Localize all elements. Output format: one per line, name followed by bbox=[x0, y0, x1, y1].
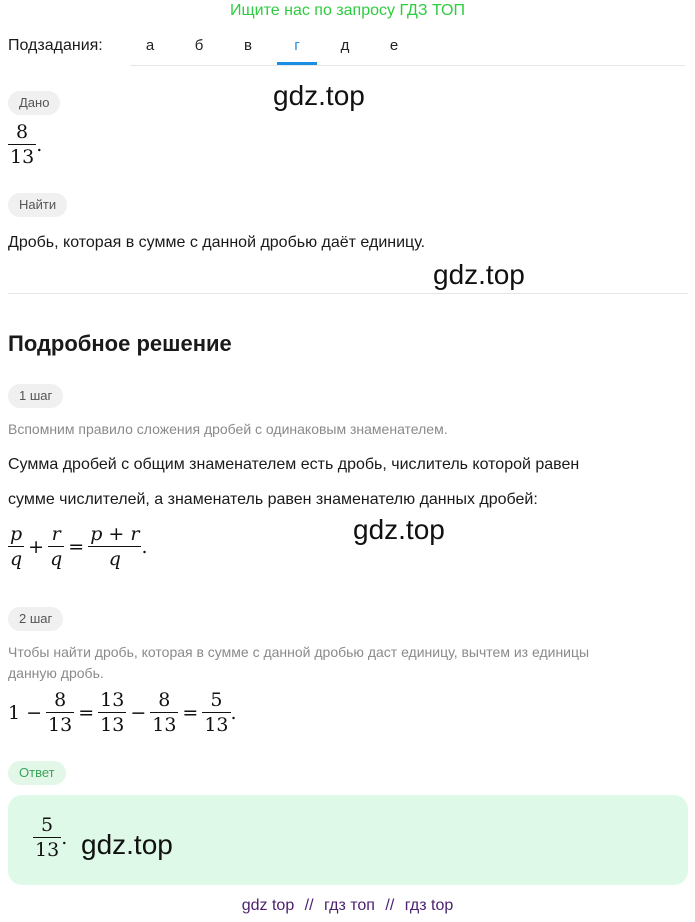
tab-v[interactable]: в bbox=[244, 37, 252, 54]
active-tab-indicator bbox=[277, 62, 317, 65]
formula-b-num: r bbox=[51, 523, 61, 545]
step1-chip: 1 шаг bbox=[8, 384, 63, 408]
formula-c-den: q bbox=[88, 546, 141, 571]
subtasks-label: Подзадания: bbox=[8, 37, 103, 54]
period: . bbox=[230, 701, 237, 724]
step2-chip: 2 шаг bbox=[8, 607, 63, 631]
footer-links bbox=[0, 897, 695, 915]
period: . bbox=[141, 535, 148, 558]
footer-link-gdz-top-mixed[interactable]: гдз top bbox=[404, 897, 454, 914]
footer-separator: // bbox=[385, 897, 395, 914]
step2-hint-line1: Чтобы найти дробь, которая в сумме с данной дробью даст единицу, вычтем из единицы bbox=[8, 644, 590, 660]
step1-line2: сумме числителей, а знаменатель равен знаменателю данных дробей: bbox=[8, 491, 538, 508]
result-num: 5 bbox=[210, 689, 223, 711]
answer-den: 13 bbox=[35, 839, 60, 861]
step1-hint: Вспомним правило сложения дробей с одинаковым знаменателем. bbox=[8, 421, 448, 437]
given-numerator: 8 bbox=[16, 121, 29, 143]
period: . bbox=[61, 826, 68, 849]
formula-b-den: q bbox=[50, 548, 63, 570]
solution-title: Подробное решение bbox=[8, 331, 232, 356]
given-chip: Дано bbox=[8, 91, 60, 115]
tab-e[interactable]: е bbox=[389, 37, 399, 54]
answer-chip: Ответ bbox=[8, 761, 66, 785]
f3-den: 13 bbox=[152, 714, 177, 736]
tab-g[interactable]: г bbox=[294, 37, 300, 54]
answer-num: 5 bbox=[41, 814, 54, 836]
step2-formula bbox=[6, 688, 237, 737]
equals-sign: = bbox=[78, 701, 95, 724]
promo-banner[interactable]: Ищите нас по запросу ГДЗ ТОП bbox=[230, 2, 465, 19]
find-text: Дробь, которая в сумме с данной дробью даёт единицу. bbox=[8, 234, 426, 251]
step1-line1: Сумма дробей с общим знаменателем есть дробь, числитель которой равен bbox=[8, 456, 580, 473]
footer-separator: // bbox=[304, 897, 314, 914]
watermark: gdz.top bbox=[273, 80, 365, 111]
formula-a-num: p bbox=[10, 523, 23, 545]
plus-sign: + bbox=[28, 535, 45, 558]
answer-box bbox=[8, 795, 688, 885]
f2-den: 13 bbox=[100, 714, 125, 736]
step2-hint-line2: данную дробь. bbox=[8, 665, 104, 681]
f1-num: 8 bbox=[54, 689, 67, 711]
footer-link-gdz-top[interactable]: gdz top bbox=[241, 897, 295, 914]
footer-link-gdz-top-ru[interactable]: гдз топ bbox=[324, 897, 375, 914]
minus-sign: − bbox=[26, 701, 43, 724]
f2-num: 13 bbox=[100, 689, 125, 711]
equals-sign: = bbox=[182, 701, 199, 724]
watermark: gdz.top bbox=[353, 514, 445, 545]
subtasks-tabs bbox=[130, 30, 685, 66]
equals-sign: = bbox=[68, 535, 85, 558]
watermark: gdz.top bbox=[433, 259, 525, 290]
divider bbox=[8, 293, 688, 294]
tab-a[interactable]: а bbox=[145, 37, 155, 54]
tab-b[interactable]: б bbox=[194, 37, 204, 54]
find-chip: Найти bbox=[8, 193, 67, 217]
answer-fraction bbox=[33, 813, 67, 862]
formula-a-den: q bbox=[10, 548, 23, 570]
formula-c-num: p + r bbox=[90, 523, 140, 545]
one: 1 bbox=[8, 701, 21, 724]
result-den: 13 bbox=[204, 714, 229, 736]
f1-den: 13 bbox=[48, 714, 73, 736]
step1-formula bbox=[8, 522, 147, 571]
given-fraction: $\frac{8}{13}$ . bbox=[10, 121, 43, 168]
watermark: gdz.top bbox=[81, 829, 173, 860]
minus-sign: − bbox=[130, 701, 147, 724]
given-denominator: 13 bbox=[10, 146, 35, 168]
tab-d[interactable]: д bbox=[340, 37, 350, 54]
f3-num: 8 bbox=[158, 689, 171, 711]
